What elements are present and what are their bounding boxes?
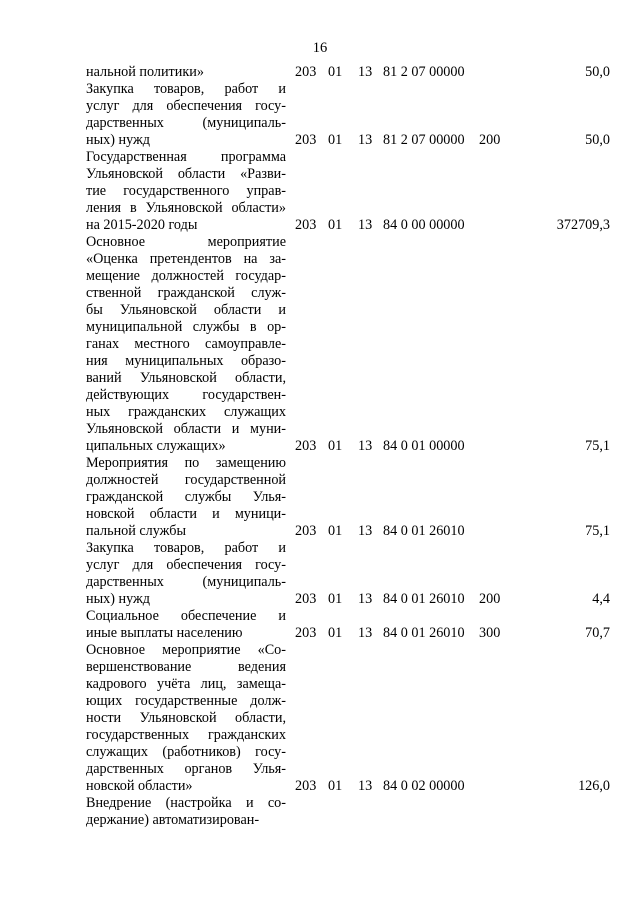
amount: 70,7 — [585, 625, 610, 641]
ministry-code: 203 — [295, 217, 317, 233]
table-row — [86, 81, 616, 149]
item-name-line: Ульяновской области «Разви- — [86, 166, 286, 182]
amount: 126,0 — [578, 778, 610, 794]
table-row — [86, 149, 616, 234]
target-article-code: 84 0 02 00000 — [383, 778, 465, 794]
item-name-line: вершенствование ведения — [86, 659, 286, 675]
amount: 372709,3 — [556, 217, 610, 233]
budget-codes — [86, 591, 616, 608]
budget-codes — [86, 523, 616, 540]
item-name — [86, 234, 286, 455]
item-name-line: действующих государствен- — [86, 387, 286, 403]
item-name-line: «Оценка претендентов на за- — [86, 251, 286, 267]
item-name-line: Основное мероприятие «Со- — [86, 642, 286, 658]
target-article-code: 84 0 01 26010 — [383, 625, 465, 641]
item-name-line: дарственных органов Улья- — [86, 761, 286, 777]
item-name-line: государственных гражданских — [86, 727, 286, 743]
ministry-code: 203 — [295, 625, 317, 641]
item-name — [86, 642, 286, 795]
item-name-line: кадрового учёта лиц, замеща- — [86, 676, 286, 692]
target-article-code: 84 0 01 26010 — [383, 523, 465, 539]
item-name-line: новской области» — [86, 778, 193, 794]
table-row — [86, 64, 616, 81]
subsection-code: 13 — [358, 523, 373, 539]
target-article-code: 81 2 07 00000 — [383, 64, 465, 80]
section-code: 01 — [328, 438, 343, 454]
item-name-line: служащих (работников) госу- — [86, 744, 286, 760]
budget-codes — [86, 132, 616, 149]
budget-codes — [86, 217, 616, 234]
section-code: 01 — [328, 778, 343, 794]
section-code: 01 — [328, 64, 343, 80]
item-name-line: ности Ульяновской области, — [86, 710, 286, 726]
amount: 75,1 — [585, 438, 610, 454]
expense-type-code: 200 — [479, 132, 501, 148]
item-name-line: ния муниципальных образо- — [86, 353, 286, 369]
item-name-line: Внедрение (настройка и со- — [86, 795, 286, 811]
item-name-line: ных гражданских служащих — [86, 404, 286, 420]
item-name-line: Мероприятия по замещению — [86, 455, 286, 471]
item-name-line: мещение должностей государ- — [86, 268, 286, 284]
item-name-line: муниципальной службы в ор- — [86, 319, 286, 335]
item-name-line: Ульяновской области и муни- — [86, 421, 286, 437]
item-name-line: ющих государственные долж- — [86, 693, 286, 709]
item-name-line: ципальных служащих» — [86, 438, 226, 454]
ministry-code: 203 — [295, 778, 317, 794]
item-name-line: услуг для обеспечения госу- — [86, 98, 286, 114]
table-row — [86, 455, 616, 540]
ministry-code: 203 — [295, 64, 317, 80]
section-code: 01 — [328, 591, 343, 607]
budget-codes — [86, 778, 616, 795]
item-name-line: ления в Ульяновской области» — [86, 200, 286, 216]
subsection-code: 13 — [358, 438, 373, 454]
expense-type-code: 200 — [479, 591, 501, 607]
subsection-code: 13 — [358, 217, 373, 233]
ministry-code: 203 — [295, 591, 317, 607]
expense-type-code: 300 — [479, 625, 501, 641]
budget-codes — [86, 625, 616, 642]
item-name-line: новской области и муници- — [86, 506, 286, 522]
subsection-code: 13 — [358, 591, 373, 607]
item-name-line: Социальное обеспечение и — [86, 608, 286, 624]
item-name-line: дарственных (муниципаль- — [86, 115, 286, 131]
item-name-line: держание) автоматизирован- — [86, 812, 260, 828]
item-name-line: Государственная программа — [86, 149, 286, 165]
target-article-code: 84 0 01 26010 — [383, 591, 465, 607]
section-code: 01 — [328, 523, 343, 539]
item-name-line: Закупка товаров, работ и — [86, 81, 286, 97]
item-name-line: пальной службы — [86, 523, 187, 539]
item-name-line: ственной гражданской служ- — [86, 285, 286, 301]
budget-codes — [86, 812, 616, 829]
item-name-line: ганах местного самоуправле- — [86, 336, 286, 352]
item-name-line: гражданской службы Улья- — [86, 489, 286, 505]
section-code: 01 — [328, 217, 343, 233]
item-name-line: тие государственного управ- — [86, 183, 286, 199]
item-name-line: бы Ульяновской области и — [86, 302, 286, 318]
amount: 50,0 — [585, 132, 610, 148]
ministry-code: 203 — [295, 523, 317, 539]
item-name-line: иные выплаты населению — [86, 625, 243, 641]
budget-table — [86, 64, 616, 829]
item-name-line: ных) нужд — [86, 132, 151, 148]
budget-codes — [86, 438, 616, 455]
page-number: 16 — [312, 40, 328, 56]
item-name-line: должностей государственной — [86, 472, 286, 488]
amount: 50,0 — [585, 64, 610, 80]
subsection-code: 13 — [358, 132, 373, 148]
target-article-code: 84 0 00 00000 — [383, 217, 465, 233]
table-row — [86, 795, 616, 829]
item-name-line: дарственных (муниципаль- — [86, 574, 286, 590]
item-name-line: нальной политики» — [86, 64, 204, 80]
item-name-line: услуг для обеспечения госу- — [86, 557, 286, 573]
subsection-code: 13 — [358, 625, 373, 641]
item-name-line: ваний Ульяновской области, — [86, 370, 286, 386]
amount: 4,4 — [592, 591, 610, 607]
item-name-line: Основное мероприятие — [86, 234, 286, 250]
table-row — [86, 608, 616, 642]
item-name-line: на 2015-2020 годы — [86, 217, 198, 233]
amount: 75,1 — [585, 523, 610, 539]
budget-codes — [86, 64, 616, 81]
subsection-code: 13 — [358, 64, 373, 80]
ministry-code: 203 — [295, 132, 317, 148]
target-article-code: 84 0 01 00000 — [383, 438, 465, 454]
subsection-code: 13 — [358, 778, 373, 794]
section-code: 01 — [328, 132, 343, 148]
table-row — [86, 234, 616, 455]
item-name-line: Закупка товаров, работ и — [86, 540, 286, 556]
item-name-line: ных) нужд — [86, 591, 151, 607]
ministry-code: 203 — [295, 438, 317, 454]
target-article-code: 81 2 07 00000 — [383, 132, 465, 148]
section-code: 01 — [328, 625, 343, 641]
table-row — [86, 642, 616, 795]
table-row — [86, 540, 616, 608]
